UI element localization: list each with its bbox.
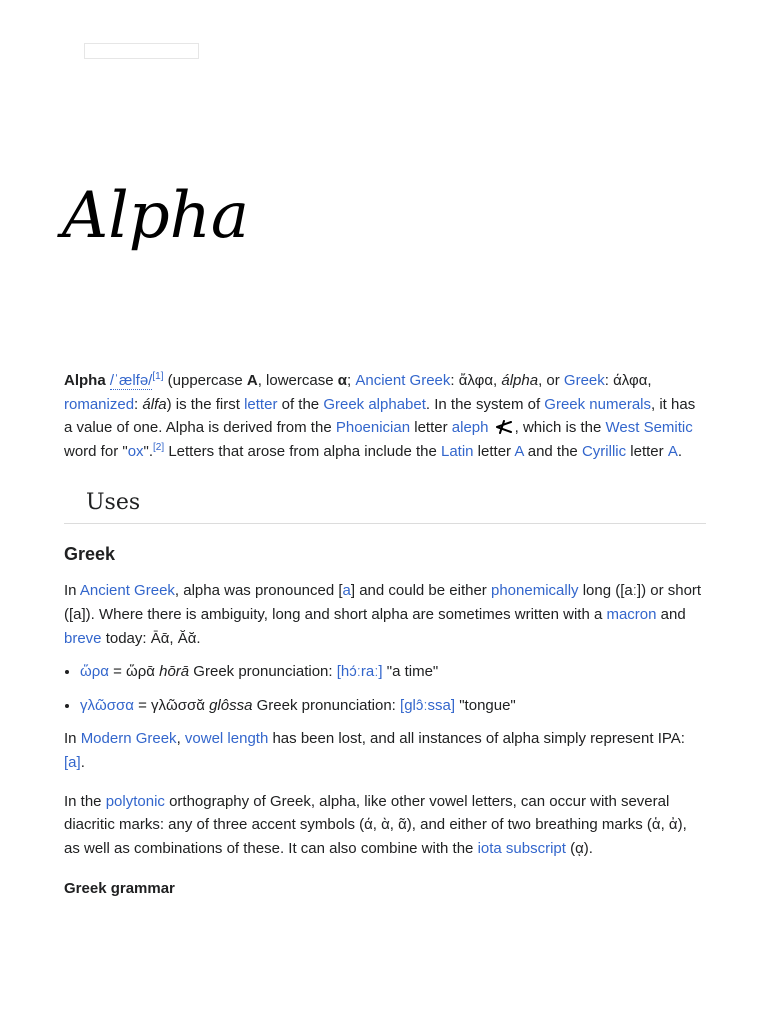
- cyrillic-link[interactable]: Cyrillic: [581, 442, 627, 460]
- bold-term: Alpha: [64, 372, 106, 389]
- modern-greek-link[interactable]: Modern Greek: [80, 730, 177, 748]
- article-body: [64, 369, 706, 900]
- polytonic-paragraph: In the polytonic orthography of Greek, alpha, like other vowel letters, can occur with several diacritic marks: any of three accent symbols (ά, ὰ, ᾶ), and either of two breathing marks (ἁ, ἀ), as well as combinations of these. It can also combine with the iota subscript (ᾳ).: [64, 792, 687, 857]
- example-word-link[interactable]: ὥρα: [80, 663, 109, 681]
- subsection-heading-greek-grammar: Greek grammar: [64, 880, 175, 898]
- example-word-link[interactable]: γλῶσσα: [80, 696, 134, 714]
- iota-subscript-link[interactable]: iota subscript: [477, 839, 566, 857]
- greek-numerals-link[interactable]: Greek numerals: [544, 395, 652, 413]
- search-box[interactable]: [84, 43, 199, 59]
- list-item: • γλῶσσα = γλῶσσᾰ glôssa Greek pronunciation: [ɡlɔ̂ːssa] "tongue": [80, 694, 706, 718]
- page-title: Alpha: [62, 179, 250, 253]
- modern-greek-paragraph: In Modern Greek, vowel length has been lost, and all instances of alpha simply represent IPA: [a].: [64, 730, 685, 771]
- breve-link[interactable]: breve: [64, 629, 102, 647]
- ancient-greek-link[interactable]: Ancient Greek: [355, 372, 451, 389]
- ref-1-link[interactable]: [1]: [152, 371, 164, 382]
- intro-paragraph: Alpha /ˈælfə/[1] (uppercase Α, lowercase α; Ancient Greek: ἄλφα, álpha, or Greek: άλφα, romanized: álfa) is the first letter of the Greek alphabet. In the system of Greek numerals, it has a value of one. Alpha is derived from the Phoenician letter aleph , which is the West Semitic word for "ox".[2] Letters that arose from alpha include the Latin letter A and the Cyrillic letter А.: [64, 371, 696, 460]
- romanized-link[interactable]: romanized: [64, 395, 135, 413]
- section-heading-uses: Uses: [64, 489, 706, 524]
- macron-link[interactable]: macron: [606, 605, 657, 623]
- phonemically-link[interactable]: phonemically: [490, 582, 579, 600]
- latin-a-link[interactable]: A: [514, 442, 524, 460]
- greek-link[interactable]: Greek: [563, 372, 605, 389]
- ancient-greek-link-2[interactable]: Ancient Greek: [79, 582, 175, 600]
- west-semitic-link[interactable]: West Semitic: [605, 419, 693, 437]
- list-item: • ὥρα = ὥρᾱ hōrā Greek pronunciation: [hɔ́ːraː] "a time": [80, 660, 706, 684]
- vowel-length-link[interactable]: vowel length: [184, 730, 269, 748]
- pronunciation-link[interactable]: [ɡlɔ̂ːssa]: [400, 696, 456, 714]
- letter-link[interactable]: letter: [244, 395, 278, 413]
- polytonic-link[interactable]: polytonic: [105, 792, 165, 810]
- pronunciation-link[interactable]: [hɔ́ːraː]: [336, 663, 383, 681]
- ipa-link[interactable]: /ˈælfə/: [109, 372, 153, 389]
- latin-link[interactable]: Latin: [440, 442, 474, 460]
- examples-list: [64, 660, 706, 717]
- phoenician-link[interactable]: Phoenician: [335, 419, 411, 437]
- cyrillic-a-link[interactable]: А: [667, 442, 678, 460]
- ancient-greek-paragraph: In Ancient Greek, alpha was pronounced [a] and could be either phonemically long ([aː]) or short ([a]). Where there is ambiguity, long and short alpha are sometimes written with a macron and breve today: Ᾱᾱ, Ᾰᾰ.: [64, 582, 702, 647]
- aleph-link[interactable]: aleph: [451, 419, 489, 437]
- greek-alphabet-link[interactable]: Greek alphabet: [323, 395, 426, 413]
- ref-2-link[interactable]: [2]: [153, 441, 165, 453]
- ipa-a-link[interactable]: [a]: [64, 753, 81, 771]
- ox-link[interactable]: ox: [127, 442, 144, 460]
- phoenician-aleph-glyph-icon: [495, 420, 513, 434]
- subsection-heading-greek: Greek: [64, 544, 116, 565]
- a-sound-link[interactable]: a: [342, 582, 351, 600]
